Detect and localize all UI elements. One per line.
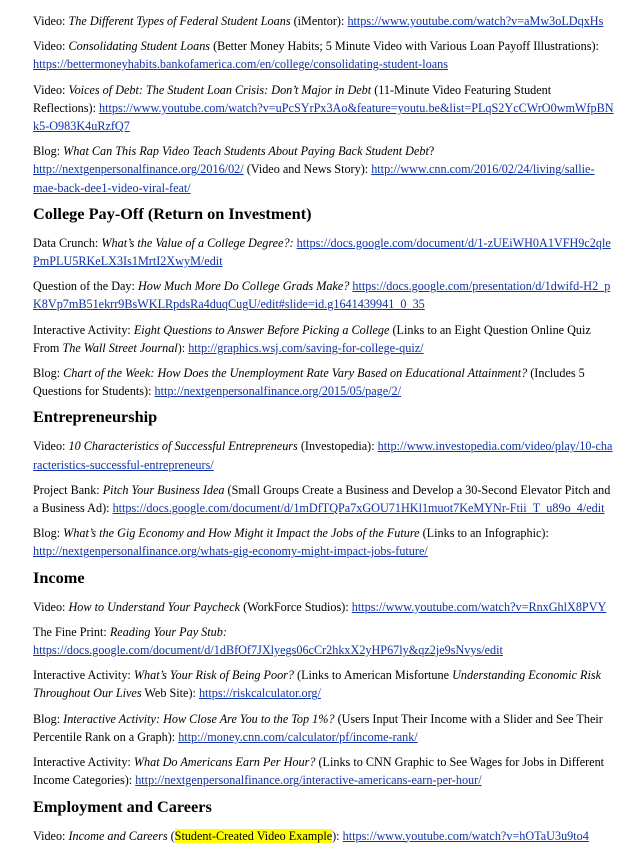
resource-entry — [33, 753, 615, 789]
section-heading-income: Income — [33, 567, 85, 587]
resource-link[interactable]: https://bettermoneyhabits.bankofamerica.com/en/college/consolidating-student-loans — [33, 57, 448, 72]
document-body — [33, 12, 615, 852]
entry-source-title: Understanding Economic Risk Throughout Our Lives — [33, 668, 602, 701]
entry-type: Video: — [33, 599, 69, 614]
entry-title: How Much More Do College Grads Make? — [137, 279, 350, 294]
resource-link[interactable]: http://nextgenpersonalfinance.org/2015/05/page/2/ — [154, 384, 402, 399]
resource-link[interactable]: https://www.youtube.com/watch?v=aMw3oLDqxHs — [347, 14, 604, 28]
entry-type: Blog: — [33, 711, 64, 726]
resource-entry — [33, 710, 615, 746]
entry-description: (Includes 5 Questions for Students): — [33, 366, 585, 399]
section-heading-college-payoff: College Pay-Off (Return on Investment) — [33, 203, 312, 223]
resource-link[interactable]: https://docs.google.com/document/d/1mDfTQPa7xGOU71HKl1muot7KeMYNr-Ftii_T_u89o_4/edit — [112, 501, 605, 516]
entry-description: ): — [177, 340, 189, 355]
entry-title: Chart of the Week: How Does the Unemployment Rate Vary Based on Educational Attainment? — [63, 366, 528, 381]
entry-type: The Fine Print: — [33, 624, 110, 639]
entry-type: Interactive Activity: — [33, 668, 134, 683]
resource-entry — [33, 37, 615, 73]
entry-title: What’s Your Risk of Being Poor? — [133, 668, 294, 683]
entry-description: (iMentor): — [290, 14, 348, 28]
entry-title: What’s the Value of a College Degree?: — [101, 235, 294, 250]
entry-title: Income and Careers — [68, 828, 168, 843]
entry-description: (Better Money Habits; 5 Minute Video with Various Loan Payoff Illustrations): — [210, 39, 599, 54]
resource-entry — [33, 598, 615, 616]
entry-description: (WorkForce Studios): — [240, 599, 352, 614]
entry-description: (Links to American Misfortune — [294, 668, 453, 683]
entry-type: Blog: — [33, 526, 64, 541]
resource-entry — [33, 437, 615, 473]
entry-title: How to Understand Your Paycheck — [68, 599, 241, 614]
resource-entry — [33, 142, 615, 197]
entry-type: Video: — [33, 439, 69, 454]
entry-type: Blog: — [33, 366, 64, 381]
resource-entry — [33, 364, 615, 400]
resource-entry — [33, 277, 615, 313]
entry-type: Question of the Day: — [33, 279, 138, 294]
resource-link-blog[interactable]: http://nextgenpersonalfinance.org/2016/02/ — [33, 162, 244, 177]
entry-type: Video: — [33, 39, 69, 54]
entry-title: Reading Your Pay Stub: — [109, 624, 227, 639]
resource-entry — [33, 234, 615, 270]
entry-description: (11-Minute Video Featuring Student Reflections): — [33, 82, 552, 115]
entry-title: What Can This Rap Video Teach Students About Paying Back Student Debt — [63, 144, 429, 159]
entry-title: Voices of Debt: The Student Loan Crisis: Don’t Major in Debt — [68, 82, 372, 97]
entry-description: ): — [332, 828, 343, 843]
resource-link[interactable]: https://docs.google.com/document/d/1-zUEiWH0A1VFH9c2qlePmPLU5RKeLX3Is1MrtI2XwyM/edit — [33, 235, 611, 269]
entry-type: Blog: — [33, 144, 64, 159]
section-heading-entrepreneurship: Entrepreneurship — [33, 407, 158, 427]
entry-type: Interactive Activity: — [33, 755, 134, 770]
entry-type: Interactive Activity: — [33, 322, 134, 337]
resource-link[interactable]: http://money.cnn.com/calculator/pf/income-rank/ — [178, 729, 418, 744]
highlighted-note: Student-Created Video Example — [174, 828, 333, 843]
entry-title: What’s the Gig Economy and How Might it Impact the Jobs of the Future — [63, 526, 420, 541]
entry-title: Interactive Activity: How Close Are You to the Top 1%? — [63, 711, 335, 726]
entry-description: ? — [428, 144, 435, 159]
resource-entry — [33, 623, 615, 659]
resource-link[interactable]: https://docs.google.com/document/d/1dBfOf7JXlyegs06cCr2hkxX2yHP67ly&qz2je9sNvys/edit — [33, 643, 503, 658]
resource-entry — [33, 12, 615, 30]
entry-title: Consolidating Student Loans — [68, 39, 211, 54]
resource-entry — [33, 81, 615, 136]
entry-description: (Users Input Their Income with a Slider and See Their Percentile Rank on a Graph): — [33, 711, 603, 744]
resource-link[interactable]: https://www.youtube.com/watch?v=RnxGhlX8PVY — [351, 599, 607, 614]
resource-link[interactable]: https://www.youtube.com/watch?v=uPcSYrPx3Ao&feature=youtu.be&list=PLqS2YcCWrO0wmWfpBNk5-O983K4uRzfQ7 — [33, 100, 614, 134]
entry-type: Video: — [33, 82, 69, 97]
entry-title: What Do Americans Earn Per Hour? — [133, 755, 316, 770]
resource-entry — [33, 524, 615, 560]
resource-link[interactable]: https://docs.google.com/presentation/d/1dwifd-H2_pK8Vp7mB51ekrr9BsWKLRpdsRa4duqCugU/edit#slide=id.g1641439941_0_35 — [33, 279, 611, 312]
entry-type: Video: — [33, 828, 69, 843]
resource-link[interactable]: http://www.investopedia.com/video/play/10-characteristics-successful-entrepreneurs/ — [33, 439, 613, 472]
resource-entry — [33, 481, 615, 517]
resource-entry — [33, 321, 615, 357]
entry-description: (Links to an Infographic): — [419, 526, 549, 541]
entry-title: Pitch Your Business Idea — [102, 482, 225, 497]
resource-link[interactable]: https://www.youtube.com/watch?v=hOTaU3u9to4 — [342, 828, 589, 843]
entry-description: (Investopedia): — [297, 439, 378, 454]
resource-link-news[interactable]: http://www.cnn.com/2016/02/24/living/sallie-mae-back-dee1-video-viral-feat/ — [33, 162, 595, 195]
resource-link[interactable]: http://nextgenpersonalfinance.org/whats-gig-economy-might-impact-jobs-future/ — [33, 544, 428, 559]
entry-title: The Different Types of Federal Student Loans — [68, 14, 291, 28]
resource-link[interactable]: http://graphics.wsj.com/saving-for-college-quiz/ — [188, 340, 424, 355]
entry-title: 10 Characteristics of Successful Entrepreneurs — [68, 439, 298, 454]
entry-description: (Links to an Eight Question Online Quiz From — [33, 322, 591, 355]
entry-description: (Links to CNN Graphic to See Wages for Jobs in Different Income Categories): — [33, 755, 605, 788]
entry-source-title: The Wall Street Journal — [62, 340, 178, 355]
entry-title: Eight Questions to Answer Before Picking a College — [133, 322, 390, 337]
entry-type: Project Bank: — [33, 482, 103, 497]
resource-entry — [33, 666, 615, 702]
entry-type: Data Crunch: — [33, 235, 102, 250]
resource-link[interactable]: http://nextgenpersonalfinance.org/interactive-americans-earn-per-hour/ — [135, 773, 482, 788]
entry-type: Video: — [33, 14, 69, 28]
entry-description: (Small Groups Create a Business and Develop a 30-Second Elevator Pitch and a Business Ad): — [33, 482, 611, 516]
resource-link[interactable]: https://riskcalculator.org/ — [198, 686, 321, 701]
resource-entry — [33, 827, 615, 845]
entry-description: ( — [167, 828, 175, 843]
entry-description: Web Site): — [141, 686, 199, 701]
entry-description: (Video and News Story): — [243, 162, 372, 177]
section-heading-employment: Employment and Careers — [33, 796, 212, 816]
